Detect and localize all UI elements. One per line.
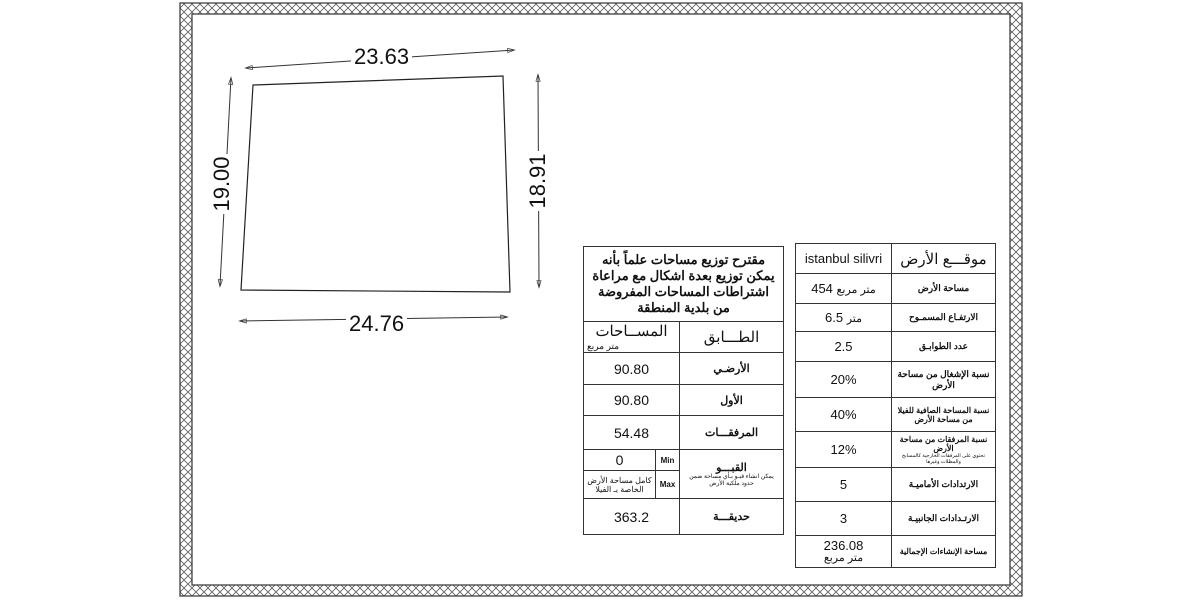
- areas-row-label: المرفقـــات: [680, 416, 784, 450]
- site-row-label: الارتـدادات الجانبيـة: [892, 502, 996, 536]
- site-row-label: مساحة الإنشاءات الإجمالية: [892, 536, 996, 568]
- areas-col-area-header: [584, 322, 680, 353]
- site-height-unit: متر: [846, 313, 862, 325]
- site-row-label: نسبة المساحة الصافية للفيلا من مساحة الأرض: [892, 398, 996, 432]
- basement-max-label: Max: [656, 471, 680, 499]
- areas-row-label: الأرضـي: [680, 353, 784, 385]
- basement-label: القبـــو: [716, 461, 747, 474]
- site-row-label: نسبة المرفقات من مساحة الأرض: [899, 434, 988, 453]
- dim-bottom-label: 24.76: [346, 311, 407, 337]
- site-location-value: istanbul silivri: [796, 244, 892, 274]
- site-table: [795, 243, 996, 568]
- site-location-label: موقـــع الأرض: [892, 244, 996, 274]
- site-attachments-cell: [892, 432, 996, 468]
- areas-row-value: 90.80: [584, 385, 680, 416]
- areas-row-label: الأول: [680, 385, 784, 416]
- areas-table: [583, 246, 784, 535]
- site-row-value: 20%: [796, 362, 892, 398]
- basement-max-value: كامل مساحة الأرض الخاصة بـ الفيلا: [584, 471, 656, 499]
- site-row-label: عدد الطوابـق: [892, 332, 996, 362]
- garden-value: 363.2: [584, 499, 680, 535]
- site-area-unit: متر مربع: [836, 284, 876, 296]
- site-height-cell: [796, 304, 892, 332]
- site-row-value: 5: [796, 468, 892, 502]
- areas-row-value: 54.48: [584, 416, 680, 450]
- basement-min-label: Min: [656, 450, 680, 471]
- site-row-label: مساحة الأرض: [892, 274, 996, 304]
- site-row-label: الارتفـاع المسمـوح: [892, 304, 996, 332]
- site-row-value: 12%: [796, 432, 892, 468]
- basement-cell: [680, 450, 784, 499]
- basement-note: يمكن انشاء قبـو بـأي مساحة ضمن حدود ملكية الأرض: [689, 473, 774, 487]
- areas-col-area-label: المســاحات: [595, 323, 668, 340]
- areas-col-area-unit: متر مربع: [587, 341, 620, 351]
- areas-col-floor-header: الطـــابق: [680, 322, 784, 353]
- site-height-value: 6.5: [825, 310, 844, 325]
- site-area-value: 454: [811, 281, 833, 296]
- land-plot-outline: [241, 76, 510, 292]
- site-row-value: 3: [796, 502, 892, 536]
- site-total-value: 236.08: [823, 538, 864, 553]
- dim-right-label: 18.91: [525, 151, 551, 211]
- site-row-label: نسبة الإشغال من مساحة الأرض: [892, 362, 996, 398]
- dim-top-label: 23.63: [351, 44, 412, 70]
- areas-table-title: مقترح توزيع مساحات علماً بأنه يمكن توزيع بعدة اشكال مع مراعاة اشتراطات المساحات المفروضة من بلدية المنطقة: [584, 247, 784, 322]
- site-row-value: 40%: [796, 398, 892, 432]
- site-row-label: الارتدادات الأماميـة: [892, 468, 996, 502]
- basement-min-value: 0: [584, 450, 656, 471]
- site-area-cell: [796, 274, 892, 304]
- site-total-unit: متر مربع: [823, 552, 864, 564]
- site-total-cell: [796, 536, 892, 568]
- site-row-sublabel: تحتوي على المرفقات الخارجية كالمسابح والمظلات وغيرها: [902, 452, 985, 465]
- areas-row-value: 90.80: [584, 353, 680, 385]
- site-row-value: 2.5: [796, 332, 892, 362]
- dim-left-label: 19.00: [209, 154, 235, 214]
- garden-label: حديقـــة: [680, 499, 784, 535]
